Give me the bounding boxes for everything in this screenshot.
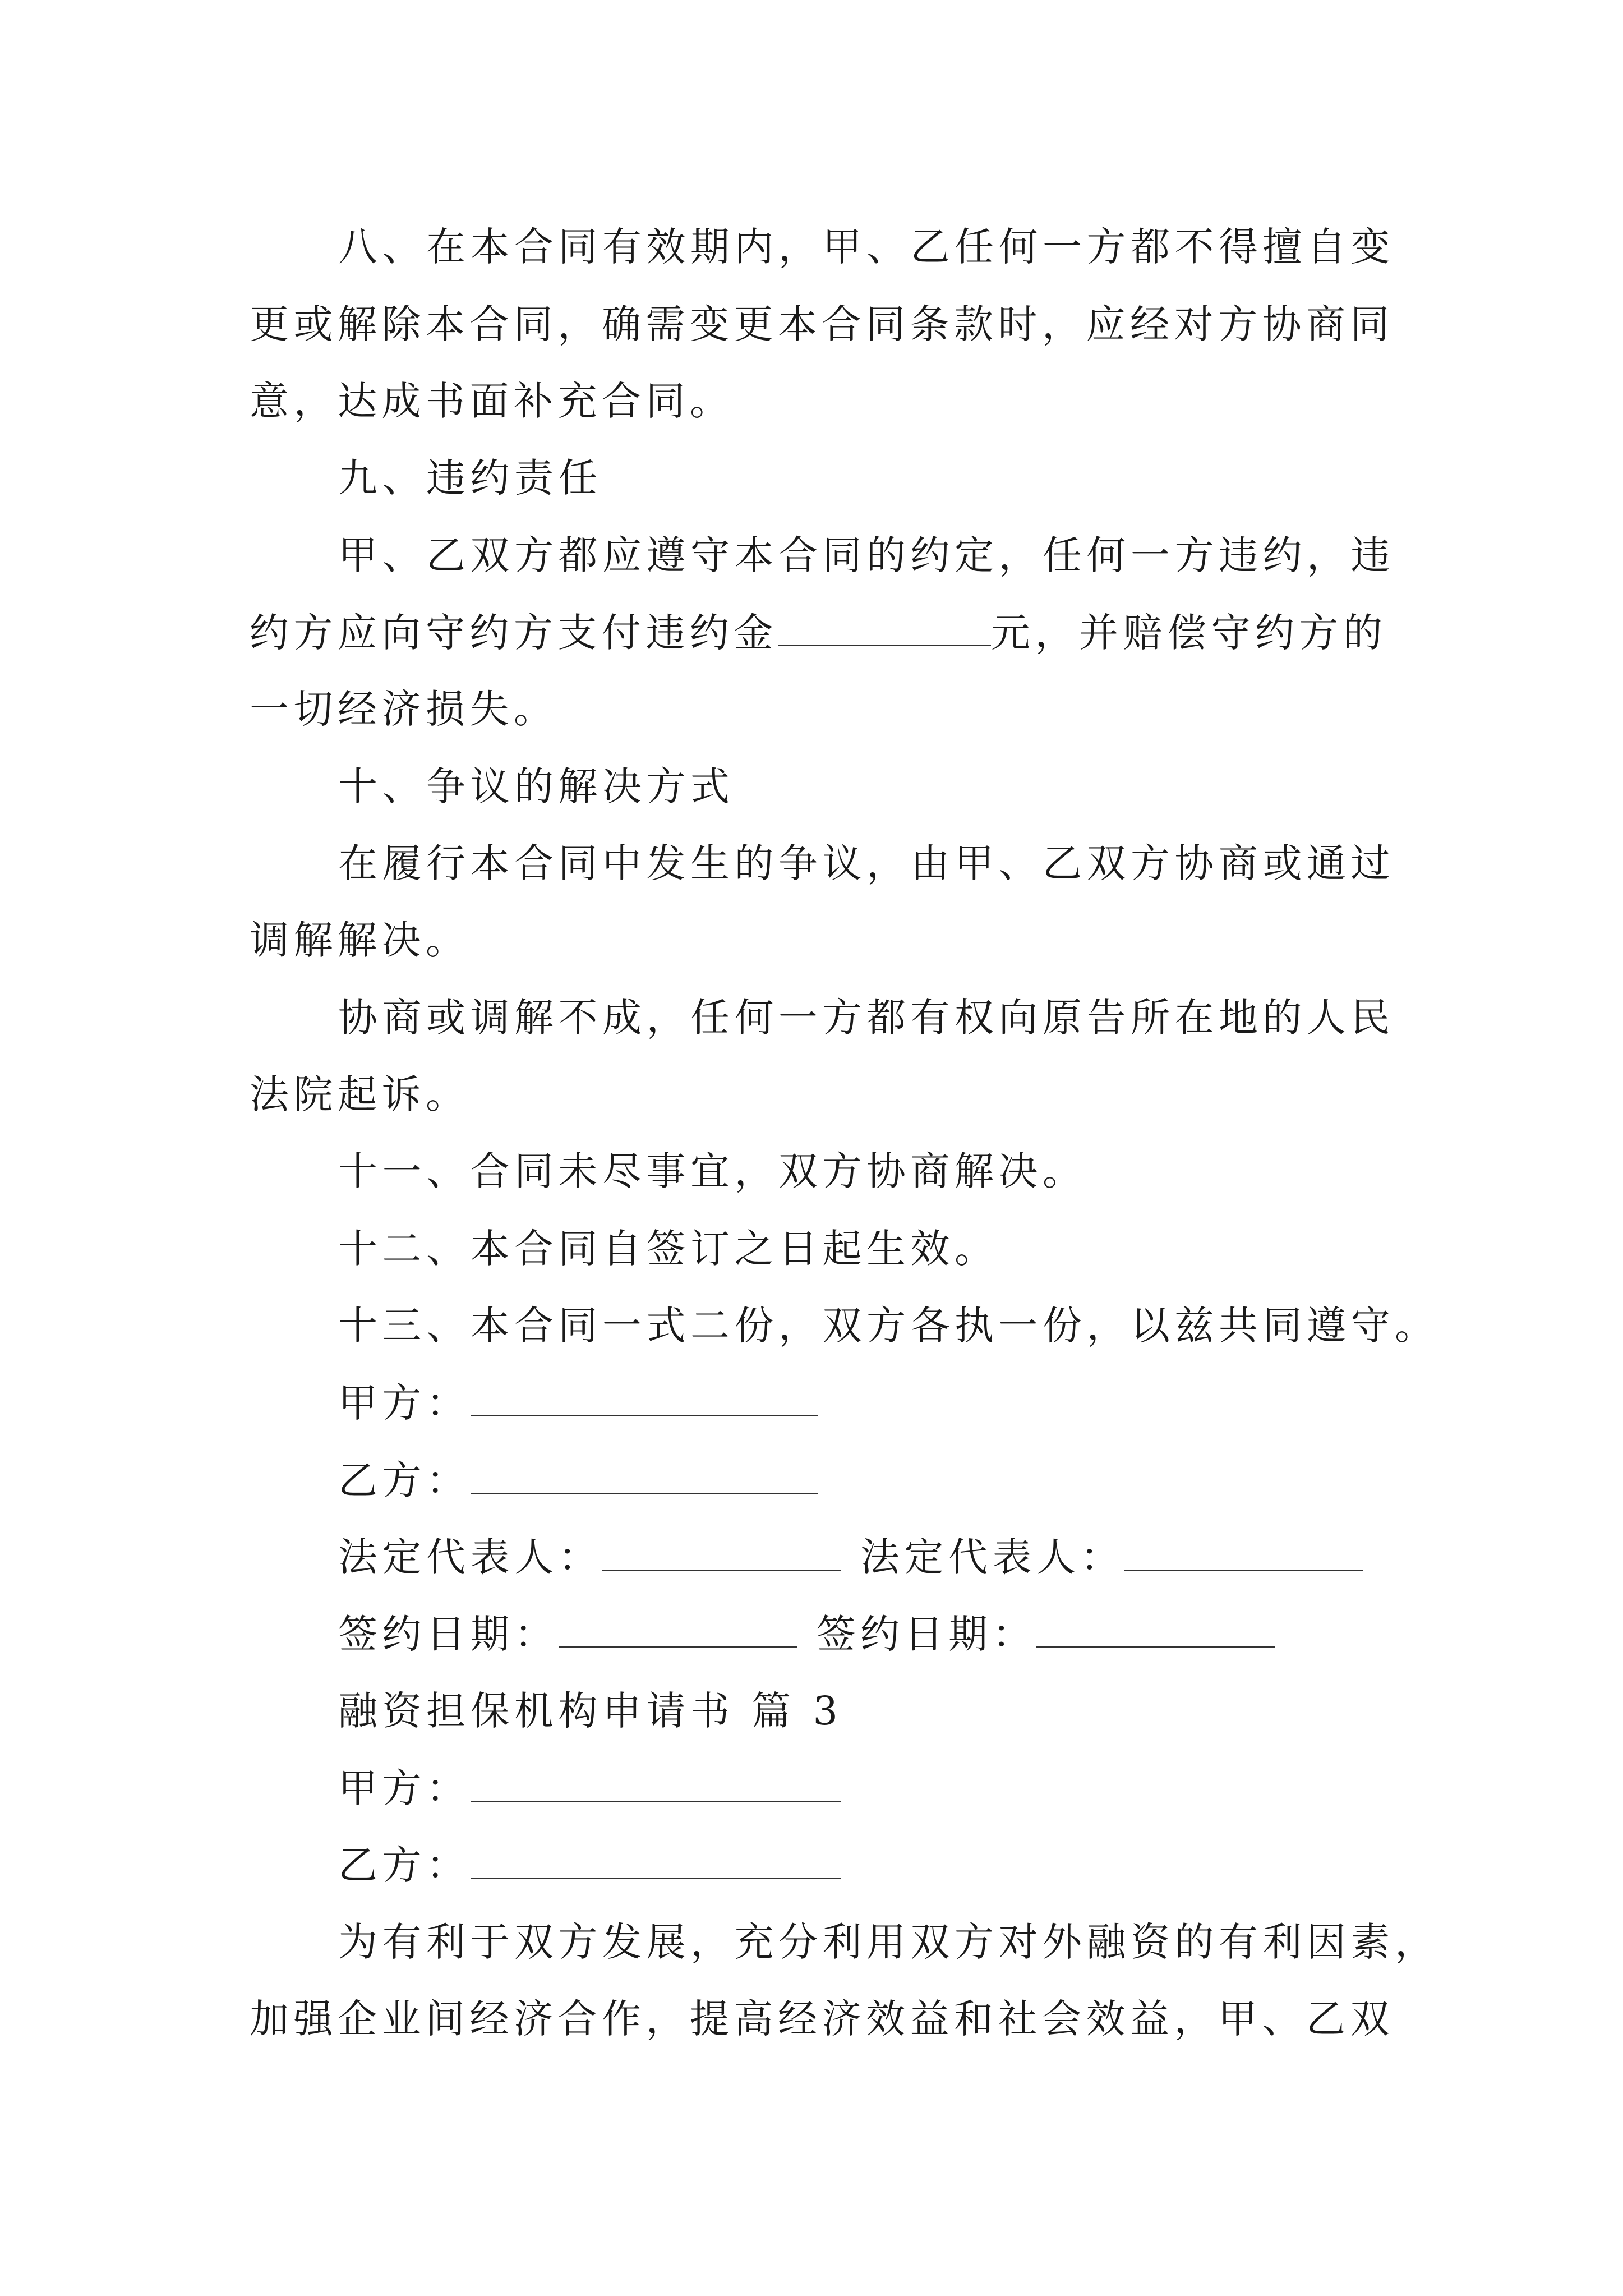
sign-date-label: 签约日期：: [338, 1611, 559, 1657]
party-a-label: 甲方：: [338, 1380, 471, 1426]
section-title: 融资担保机构申请书 篇 3: [338, 1688, 843, 1734]
paragraph-line: 在履行本合同中发生的争议，由甲、乙双方协商或通过: [338, 840, 1395, 886]
party-a-blank: [471, 1383, 818, 1416]
legal-rep-label: 法定代表人：: [860, 1534, 1124, 1580]
legal-rep-blank: [602, 1537, 841, 1571]
paragraph-line: 协商或调解不成，任何一方都有权向原告所在地的人民: [338, 995, 1395, 1041]
sign-date-blank: [559, 1614, 797, 1648]
paragraph-text: 约方应向守约方支付违约金: [250, 610, 778, 656]
party-b-row: [338, 1842, 841, 1888]
party-b-label: 乙方：: [338, 1842, 471, 1888]
paragraph-line: 法院起诉。: [250, 1071, 470, 1117]
sign-date-label: 签约日期：: [816, 1611, 1036, 1657]
paragraph-line: 八、在本合同有效期内，甲、乙任何一方都不得擅自变: [338, 224, 1395, 270]
party-b-blank: [471, 1845, 841, 1879]
paragraph-line: 甲、乙双方都应遵守本合同的约定，任何一方违约，违: [338, 532, 1395, 578]
legal-rep-blank: [1124, 1537, 1363, 1571]
party-b-blank: [471, 1460, 818, 1494]
legal-rep-a: [338, 1534, 841, 1580]
party-b-label: 乙方：: [338, 1457, 471, 1503]
paragraph-line: 十二、本合同自签订之日起生效。: [338, 1226, 999, 1272]
legal-rep-row: [338, 1534, 1363, 1580]
paragraph-line: 一切经济损失。: [250, 686, 558, 732]
paragraph-line: 为有利于双方发展，充分利用双方对外融资的有利因素，: [338, 1919, 1439, 1965]
paragraph-line: 加强企业间经济合作，提高经济效益和社会效益，甲、乙双: [250, 1996, 1394, 2042]
penalty-amount-blank: [778, 613, 991, 646]
paragraph-line: 意，达成书面补充合同。: [250, 378, 734, 424]
penalty-line: [250, 610, 1387, 656]
legal-rep-label: 法定代表人：: [338, 1534, 602, 1580]
party-a-row: [338, 1765, 841, 1811]
party-a-blank: [471, 1768, 841, 1802]
party-a-row: [338, 1380, 818, 1426]
paragraph-line: 更或解除本合同，确需变更本合同条款时，应经对方协商同: [250, 301, 1394, 347]
section-heading: 九、违约责任: [338, 455, 602, 501]
party-a-label: 甲方：: [338, 1765, 471, 1811]
paragraph-line: 调解解决。: [250, 917, 470, 963]
sign-date-b: [816, 1611, 1275, 1657]
sign-date-a: [338, 1611, 797, 1657]
section-heading: 十、争议的解决方式: [338, 763, 735, 809]
paragraph-line: 十一、合同未尽事宜，双方协商解决。: [338, 1148, 1087, 1194]
party-b-row: [338, 1457, 818, 1503]
paragraph-line: 十三、本合同一式二份，双方各执一份，以兹共同遵守。: [338, 1303, 1439, 1349]
sign-date-blank: [1036, 1614, 1275, 1648]
legal-rep-b: [860, 1534, 1363, 1580]
sign-date-row: [338, 1611, 1275, 1657]
paragraph-text: 元，并赔偿守约方的: [991, 610, 1387, 656]
